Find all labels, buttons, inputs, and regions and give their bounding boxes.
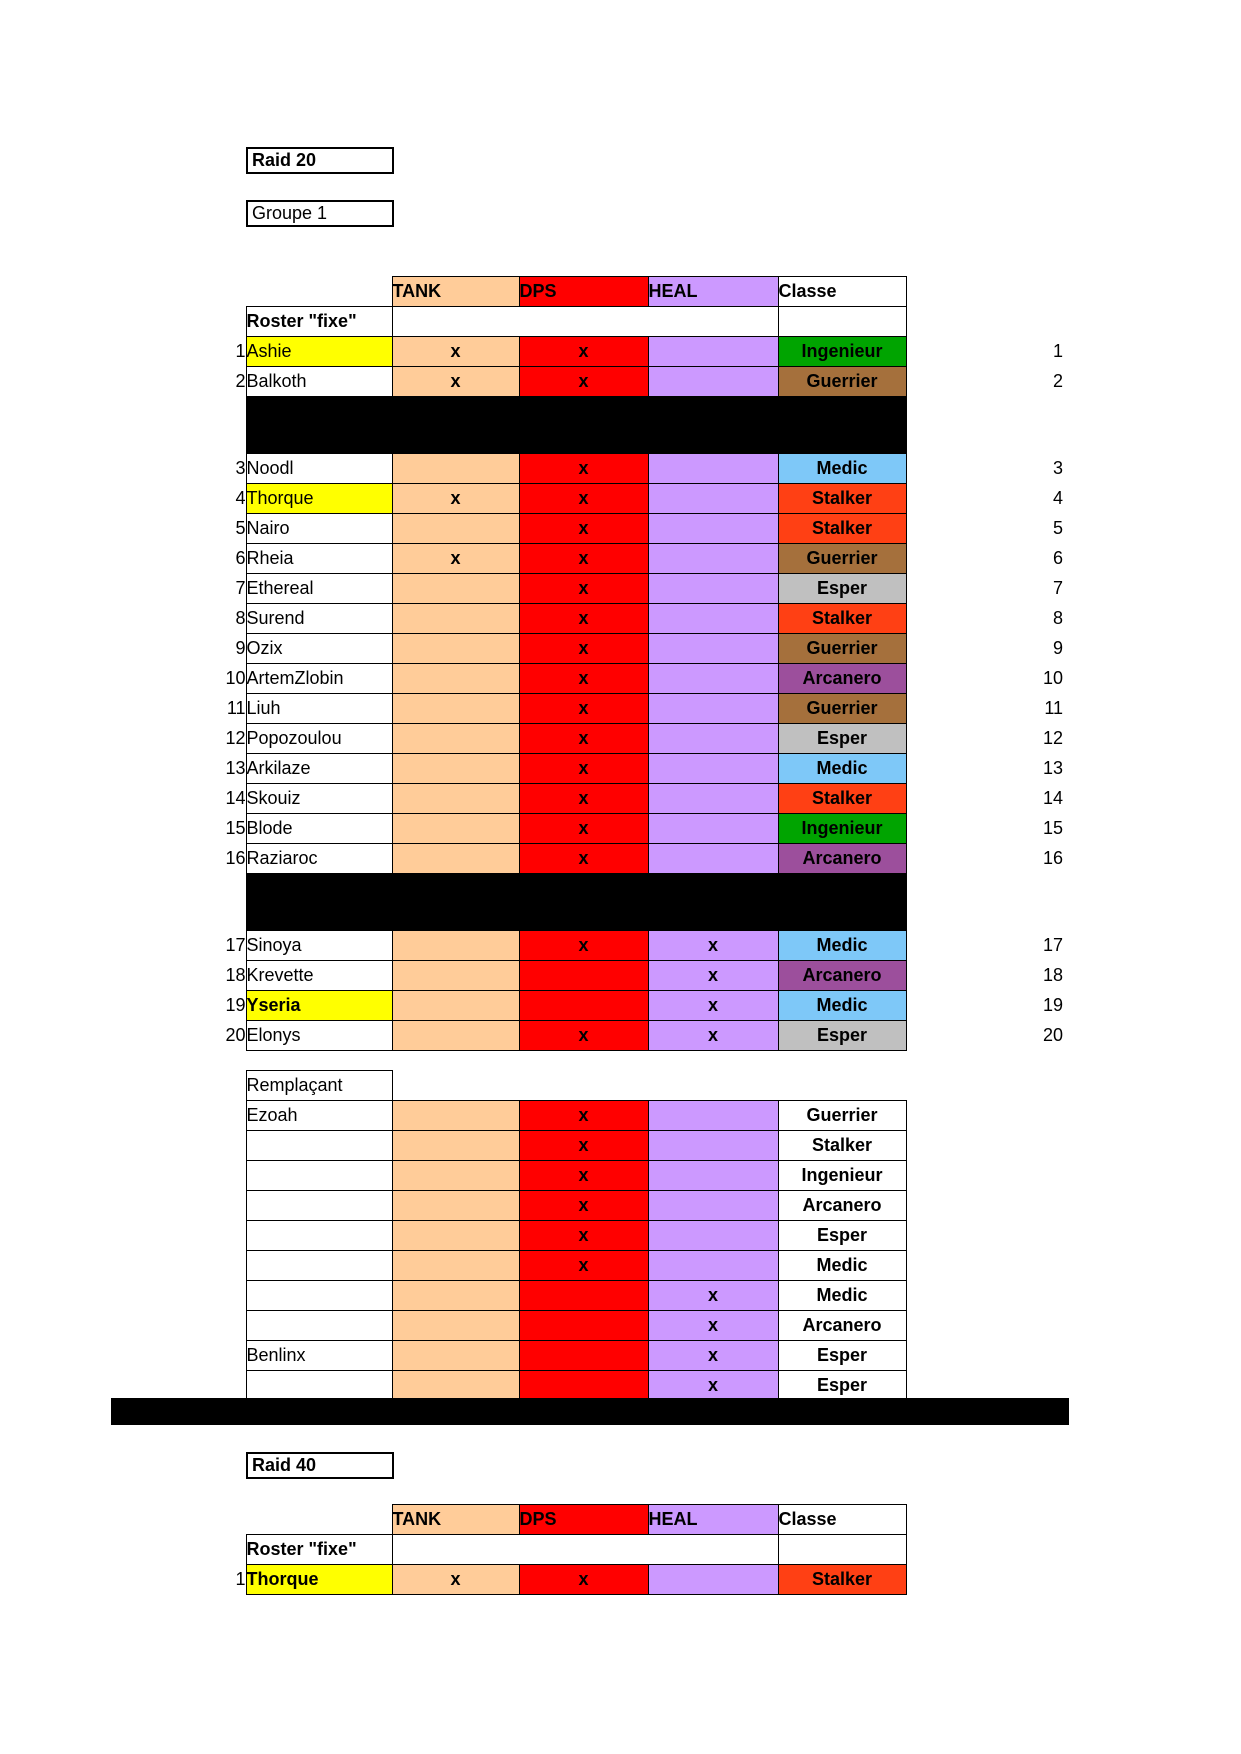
- heal-cell: [648, 664, 778, 694]
- dps-cell: x: [519, 844, 648, 874]
- row-number-right: 20: [1042, 1025, 1063, 1045]
- dps-cell: x: [519, 337, 648, 367]
- row-number-left: 16: [225, 848, 246, 868]
- heal-cell: [648, 1251, 778, 1281]
- row-number-left: 1: [235, 1569, 246, 1589]
- class-cell: Medic: [778, 931, 906, 961]
- dps-cell: x: [519, 784, 648, 814]
- heal-cell: x: [648, 1371, 778, 1401]
- roster-row: [180, 724, 1063, 754]
- player-name-cell: [246, 1281, 392, 1311]
- tank-cell: [392, 1131, 519, 1161]
- dps-header: DPS: [519, 277, 648, 307]
- classe-header: Classe: [778, 1505, 906, 1535]
- roster-row: [180, 844, 1063, 874]
- roster-row: [180, 961, 1063, 991]
- dps-cell: x: [519, 1565, 648, 1595]
- raid20-title-cell: [246, 147, 394, 174]
- tank-cell: [392, 634, 519, 664]
- tank-cell: [392, 724, 519, 754]
- row-number-left: 15: [225, 818, 246, 838]
- player-name-cell: Thorque: [246, 1565, 392, 1595]
- raid20-title: Raid 20: [252, 150, 317, 170]
- row-number-right: 5: [1052, 518, 1063, 538]
- class-cell: Stalker: [778, 784, 906, 814]
- separator-band: [246, 397, 906, 454]
- header-row: [180, 277, 1063, 307]
- class-cell: Arcanero: [778, 1311, 906, 1341]
- roster-row: [180, 1191, 1063, 1221]
- row-number-right: 2: [1052, 371, 1063, 391]
- row-number-right: 14: [1042, 788, 1063, 808]
- dps-cell: [519, 1281, 648, 1311]
- raid20-table: [180, 276, 1063, 1051]
- row-number-left: 8: [235, 608, 246, 628]
- dps-cell: x: [519, 1101, 648, 1131]
- row-number-left: 10: [225, 668, 246, 688]
- row-number-left: 7: [235, 578, 246, 598]
- tank-cell: [392, 574, 519, 604]
- row-number-left: 12: [225, 728, 246, 748]
- row-number-right: [906, 1341, 1063, 1371]
- row-number-right: [906, 1281, 1063, 1311]
- dps-cell: x: [519, 1251, 648, 1281]
- empty-classe-cell: [778, 1535, 906, 1565]
- class-cell: Arcanero: [778, 1191, 906, 1221]
- roster-row: [180, 814, 1063, 844]
- class-cell: Ingenieur: [778, 337, 906, 367]
- remplacant-label: Remplaçant: [246, 1071, 392, 1101]
- class-cell: Guerrier: [778, 634, 906, 664]
- remplacant-table: [180, 1070, 1063, 1401]
- row-number-right: 12: [1042, 728, 1063, 748]
- row-number-left: [180, 1341, 246, 1371]
- roster-fixe-label: Roster "fixe": [246, 1535, 392, 1565]
- class-cell: Esper: [778, 1021, 906, 1051]
- heal-cell: x: [648, 991, 778, 1021]
- heal-cell: [648, 1565, 778, 1595]
- dps-cell: [519, 1311, 648, 1341]
- roster-label-row: [180, 307, 1063, 337]
- player-name-cell: [246, 1221, 392, 1251]
- row-number-left: [180, 1251, 246, 1281]
- row-number-left: 5: [235, 518, 246, 538]
- class-cell: Stalker: [778, 514, 906, 544]
- row-number-left: 17: [225, 935, 246, 955]
- heal-cell: x: [648, 1341, 778, 1371]
- heal-cell: [648, 1191, 778, 1221]
- row-number-right: 13: [1042, 758, 1063, 778]
- class-cell: Ingenieur: [778, 814, 906, 844]
- remplacant-label-row: [180, 1071, 1063, 1101]
- tank-cell: [392, 1101, 519, 1131]
- roster-row: [180, 1021, 1063, 1051]
- row-number-right: 1: [1052, 341, 1063, 361]
- tank-cell: [392, 784, 519, 814]
- class-cell: Ingenieur: [778, 1161, 906, 1191]
- tank-cell: [392, 664, 519, 694]
- class-cell: Medic: [778, 754, 906, 784]
- dps-cell: [519, 1341, 648, 1371]
- player-name-cell: Sinoya: [246, 931, 392, 961]
- tank-cell: [392, 1221, 519, 1251]
- row-number-right: 7: [1052, 578, 1063, 598]
- class-cell: Stalker: [778, 1565, 906, 1595]
- player-name-cell: Arkilaze: [246, 754, 392, 784]
- dps-cell: x: [519, 544, 648, 574]
- roster-row: [180, 1311, 1063, 1341]
- heal-cell: [648, 514, 778, 544]
- dps-cell: x: [519, 454, 648, 484]
- dps-cell: x: [519, 367, 648, 397]
- roster-fixe-label: Roster "fixe": [246, 307, 392, 337]
- roster-row: [180, 1565, 1063, 1595]
- dps-cell: x: [519, 724, 648, 754]
- row-number-left: 20: [225, 1025, 246, 1045]
- row-number-right: 6: [1052, 548, 1063, 568]
- row-number-left: 2: [235, 371, 246, 391]
- heal-cell: [648, 814, 778, 844]
- tank-cell: [392, 1371, 519, 1401]
- player-name-cell: Noodl: [246, 454, 392, 484]
- groupe-cell: [246, 200, 394, 227]
- raid40-title: Raid 40: [252, 1455, 317, 1475]
- roster-row: [180, 634, 1063, 664]
- player-name-cell: Popozoulou: [246, 724, 392, 754]
- row-number-right: [906, 1131, 1063, 1161]
- dps-cell: x: [519, 931, 648, 961]
- player-name-cell: ArtemZlobin: [246, 664, 392, 694]
- classe-header: Classe: [778, 277, 906, 307]
- roster-row: [180, 454, 1063, 484]
- player-name-cell: [246, 1131, 392, 1161]
- heal-cell: [648, 574, 778, 604]
- class-cell: Esper: [778, 724, 906, 754]
- tank-cell: [392, 844, 519, 874]
- dps-cell: x: [519, 484, 648, 514]
- row-number-right: [906, 1565, 1063, 1595]
- class-cell: Guerrier: [778, 694, 906, 724]
- row-number-left: 19: [225, 995, 246, 1015]
- heal-cell: [648, 367, 778, 397]
- row-number-left: 14: [225, 788, 246, 808]
- roster-row: [180, 1281, 1063, 1311]
- player-name-cell: Ezoah: [246, 1101, 392, 1131]
- empty-merged-cell: [392, 307, 778, 337]
- tank-cell: x: [392, 367, 519, 397]
- class-cell: Medic: [778, 454, 906, 484]
- heal-cell: [648, 724, 778, 754]
- row-number-left: [180, 1371, 246, 1401]
- row-number-right: 15: [1042, 818, 1063, 838]
- row-number-right: [906, 1311, 1063, 1341]
- heal-cell: [648, 454, 778, 484]
- tank-cell: [392, 754, 519, 784]
- row-number-right: 18: [1042, 965, 1063, 985]
- dps-cell: [519, 1371, 648, 1401]
- tank-cell: [392, 961, 519, 991]
- row-number-left: 18: [225, 965, 246, 985]
- groupe-label: Groupe 1: [252, 203, 328, 223]
- player-name-cell: Rheia: [246, 544, 392, 574]
- section-divider-bar: [111, 1398, 1069, 1425]
- heal-header: HEAL: [648, 277, 778, 307]
- heal-cell: x: [648, 961, 778, 991]
- dps-cell: x: [519, 694, 648, 724]
- dps-cell: x: [519, 1191, 648, 1221]
- roster-row: [180, 1251, 1063, 1281]
- row-number-left: 9: [235, 638, 246, 658]
- player-name-cell: Thorque: [246, 484, 392, 514]
- player-name-cell: Ozix: [246, 634, 392, 664]
- roster-row: [180, 1371, 1063, 1401]
- heal-cell: x: [648, 931, 778, 961]
- row-number-left: [180, 1101, 246, 1131]
- row-number-right: [906, 1221, 1063, 1251]
- row-number-right: 9: [1052, 638, 1063, 658]
- dps-cell: [519, 961, 648, 991]
- row-number-left: [180, 1161, 246, 1191]
- dps-cell: [519, 991, 648, 1021]
- roster-row: [180, 337, 1063, 367]
- roster-row: [180, 1131, 1063, 1161]
- dps-cell: x: [519, 1161, 648, 1191]
- class-cell: Esper: [778, 1341, 906, 1371]
- roster-row: [180, 514, 1063, 544]
- roster-row: [180, 1221, 1063, 1251]
- tank-cell: [392, 694, 519, 724]
- heal-cell: [648, 1101, 778, 1131]
- tank-cell: [392, 991, 519, 1021]
- dps-cell: x: [519, 754, 648, 784]
- heal-cell: [648, 1221, 778, 1251]
- heal-cell: [648, 604, 778, 634]
- heal-cell: [648, 544, 778, 574]
- row-number-left: 6: [235, 548, 246, 568]
- player-name-cell: Elonys: [246, 1021, 392, 1051]
- dps-cell: x: [519, 514, 648, 544]
- tank-cell: [392, 1251, 519, 1281]
- roster-row: [180, 574, 1063, 604]
- class-cell: Arcanero: [778, 664, 906, 694]
- header-row: [180, 1505, 1063, 1535]
- class-cell: Stalker: [778, 484, 906, 514]
- row-number-right: 16: [1042, 848, 1063, 868]
- row-number-right: 3: [1052, 458, 1063, 478]
- tank-cell: [392, 1281, 519, 1311]
- class-cell: Stalker: [778, 1131, 906, 1161]
- heal-cell: [648, 844, 778, 874]
- roster-row: [180, 1341, 1063, 1371]
- row-number-right: 8: [1052, 608, 1063, 628]
- class-cell: Medic: [778, 1281, 906, 1311]
- row-number-right: 4: [1052, 488, 1063, 508]
- separator-row: [180, 874, 1063, 931]
- heal-header: HEAL: [648, 1505, 778, 1535]
- tank-cell: [392, 514, 519, 544]
- empty-merged-cell: [392, 1535, 778, 1565]
- player-name-cell: Yseria: [246, 991, 392, 1021]
- tank-header: TANK: [392, 1505, 519, 1535]
- player-name-cell: [246, 1191, 392, 1221]
- heal-cell: [648, 1161, 778, 1191]
- dps-cell: x: [519, 664, 648, 694]
- separator-row: [180, 397, 1063, 454]
- player-name-cell: Raziaroc: [246, 844, 392, 874]
- tank-header: TANK: [392, 277, 519, 307]
- roster-row: [180, 367, 1063, 397]
- row-number-left: 3: [235, 458, 246, 478]
- dps-cell: x: [519, 574, 648, 604]
- tank-cell: [392, 931, 519, 961]
- row-number-left: 11: [226, 698, 246, 718]
- roster-row: [180, 1161, 1063, 1191]
- player-name-cell: Krevette: [246, 961, 392, 991]
- heal-cell: [648, 634, 778, 664]
- row-number-right: 11: [1044, 698, 1063, 718]
- roster-row: [180, 1101, 1063, 1131]
- heal-cell: x: [648, 1281, 778, 1311]
- class-cell: Guerrier: [778, 367, 906, 397]
- row-number-left: [180, 1191, 246, 1221]
- raid40-title-cell: [246, 1452, 394, 1479]
- heal-cell: [648, 1131, 778, 1161]
- row-number-right: 19: [1042, 995, 1063, 1015]
- tank-cell: [392, 1021, 519, 1051]
- class-cell: Arcanero: [778, 961, 906, 991]
- separator-band: [246, 874, 906, 931]
- player-name-cell: Benlinx: [246, 1341, 392, 1371]
- player-name-cell: [246, 1311, 392, 1341]
- dps-cell: x: [519, 1021, 648, 1051]
- player-name-cell: Ethereal: [246, 574, 392, 604]
- player-name-cell: Nairo: [246, 514, 392, 544]
- heal-cell: x: [648, 1311, 778, 1341]
- tank-cell: x: [392, 544, 519, 574]
- row-number-left: [180, 1311, 246, 1341]
- player-name-cell: Surend: [246, 604, 392, 634]
- tank-cell: [392, 1161, 519, 1191]
- roster-label-row: [180, 1535, 1063, 1565]
- class-cell: Medic: [778, 1251, 906, 1281]
- row-number-right: [906, 1371, 1063, 1401]
- roster-row: [180, 931, 1063, 961]
- roster-row: [180, 604, 1063, 634]
- row-number-left: [180, 1221, 246, 1251]
- empty-classe-cell: [778, 307, 906, 337]
- tank-cell: x: [392, 337, 519, 367]
- raid40-table: [180, 1504, 1063, 1595]
- player-name-cell: [246, 1371, 392, 1401]
- tank-cell: [392, 604, 519, 634]
- player-name-cell: [246, 1161, 392, 1191]
- class-cell: Esper: [778, 1371, 906, 1401]
- tank-cell: x: [392, 1565, 519, 1595]
- roster-row: [180, 784, 1063, 814]
- row-number-right: [906, 1251, 1063, 1281]
- player-name-cell: [246, 1251, 392, 1281]
- class-cell: Esper: [778, 1221, 906, 1251]
- roster-row: [180, 664, 1063, 694]
- player-name-cell: Balkoth: [246, 367, 392, 397]
- tank-cell: [392, 1311, 519, 1341]
- roster-row: [180, 694, 1063, 724]
- roster-row: [180, 754, 1063, 784]
- heal-cell: [648, 694, 778, 724]
- player-name-cell: Ashie: [246, 337, 392, 367]
- class-cell: Guerrier: [778, 1101, 906, 1131]
- player-name-cell: Skouiz: [246, 784, 392, 814]
- row-number-right: [906, 1191, 1063, 1221]
- tank-cell: x: [392, 484, 519, 514]
- row-number-left: 13: [225, 758, 246, 778]
- heal-cell: [648, 337, 778, 367]
- tank-cell: [392, 1191, 519, 1221]
- heal-cell: [648, 754, 778, 784]
- dps-cell: x: [519, 634, 648, 664]
- dps-cell: x: [519, 1131, 648, 1161]
- dps-cell: x: [519, 814, 648, 844]
- row-number-right: [906, 1161, 1063, 1191]
- dps-header: DPS: [519, 1505, 648, 1535]
- player-name-cell: Liuh: [246, 694, 392, 724]
- heal-cell: x: [648, 1021, 778, 1051]
- roster-row: [180, 991, 1063, 1021]
- dps-cell: x: [519, 1221, 648, 1251]
- heal-cell: [648, 484, 778, 514]
- dps-cell: x: [519, 604, 648, 634]
- row-number-right: 17: [1042, 935, 1063, 955]
- row-number-right: 10: [1042, 668, 1063, 688]
- class-cell: Guerrier: [778, 544, 906, 574]
- class-cell: Stalker: [778, 604, 906, 634]
- roster-row: [180, 484, 1063, 514]
- tank-cell: [392, 814, 519, 844]
- class-cell: Esper: [778, 574, 906, 604]
- tank-cell: [392, 454, 519, 484]
- row-number-left: 4: [235, 488, 246, 508]
- roster-row: [180, 544, 1063, 574]
- row-number-right: [906, 1101, 1063, 1131]
- tank-cell: [392, 1341, 519, 1371]
- row-number-left: [180, 1281, 246, 1311]
- heal-cell: [648, 784, 778, 814]
- player-name-cell: Blode: [246, 814, 392, 844]
- class-cell: Arcanero: [778, 844, 906, 874]
- class-cell: Medic: [778, 991, 906, 1021]
- row-number-left: 1: [235, 341, 246, 361]
- row-number-left: [180, 1131, 246, 1161]
